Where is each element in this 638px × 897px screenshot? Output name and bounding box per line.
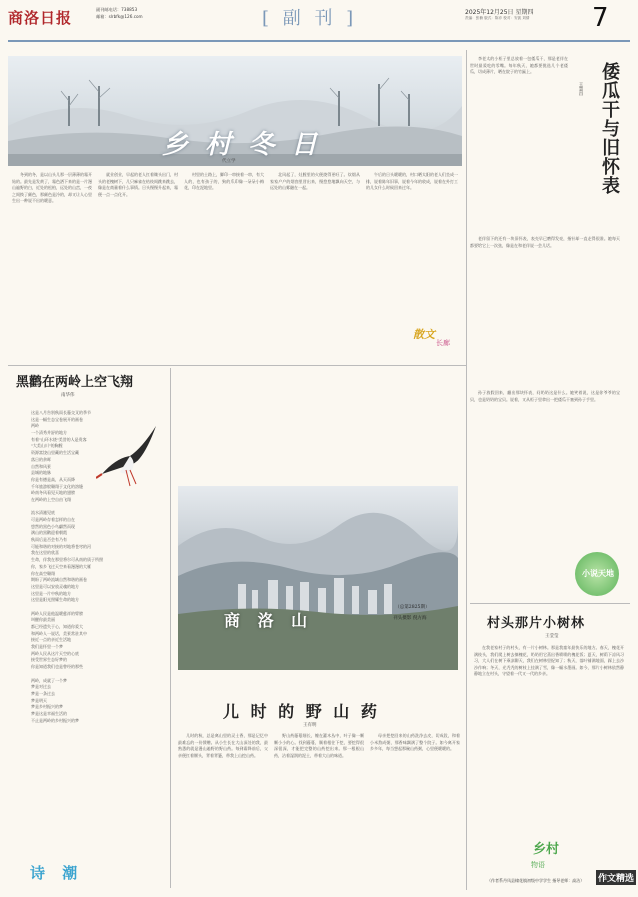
village-story-stamp: 乡村 物语	[531, 842, 560, 869]
poem-line: 在两岭的上空自由飞翔	[31, 496, 71, 502]
feature1-author: 代立学	[222, 159, 236, 164]
poem-line: 梦是对过去	[31, 684, 51, 690]
feature1-hero-image	[8, 56, 462, 166]
poem-line: "大美山川"的胸膛	[31, 443, 63, 449]
fiction-column-stamp: 小说天地	[575, 552, 619, 596]
editors-line: 责编：张楠 版式：陈乔 校对：安凯 刘倩	[465, 16, 530, 20]
poem-line: 这里是阳光照耀生命的地方	[31, 597, 79, 603]
poem-line: 接近一点的亲近生活地	[31, 637, 71, 643]
divider-under-feature1	[8, 365, 466, 366]
feature4-author: 王莹莹	[545, 634, 559, 639]
poem-line: 你在高空翱翔	[31, 570, 55, 576]
feature3-title: 儿 时 的 野 山 药	[223, 702, 380, 721]
poem-line: 县城的地脉	[31, 470, 51, 476]
feature1-col3: 村里的土路上，脚印一串接着一串，有大人的，也有孩子的，狗的爪印像一朵朵小梅花，印在泥地里。	[184, 172, 264, 191]
photo-credit: 刊头摄影 倪方海	[393, 616, 427, 621]
poem-line: 可是两岭存着怎样的自在	[31, 517, 75, 522]
poem-line	[31, 504, 126, 511]
city-mountain-photo-illustration	[178, 486, 458, 670]
poem-line: 可能和谐的对接的对地将苍穹的河	[31, 543, 91, 549]
poem-line: 这里是一片中秋的地方	[31, 590, 71, 596]
poem-line: 千年旅游般翱翔于文化的溶缝	[31, 483, 83, 489]
poem-line: 生命，伴我在那里将尔可从南的质子所照	[31, 557, 103, 563]
column-divider-right	[466, 50, 467, 890]
poem-line: 梦是乡村振兴的梦	[31, 704, 63, 710]
page-number: 7	[592, 3, 609, 33]
feature2-col-a: 李老太的小柜子里总放着一包倭瓜干，那是老伴在世时最爱吃的零嘴。每年秋天，她都要挑选几个老倭瓜，切成薄片，晒在院子的竹匾上。	[470, 56, 568, 75]
poem-line: 资源富饶山里藏的生活宝藏	[31, 450, 79, 456]
section-name: [ 副 刊 ]	[262, 8, 358, 29]
feature1-title: 乡 村 冬 日	[162, 130, 322, 160]
poem-line: 你是知道我们也是曾经的那些	[31, 664, 83, 670]
poem-line: 都已经遗失于心，知道你爱大	[31, 624, 83, 629]
poem-line: 满山的黑鹳迎着朝霞	[31, 530, 67, 536]
newspaper-logo: 商洛日报	[8, 9, 73, 27]
poem-line: 悠然的黑色小鸟翩然而现	[31, 523, 75, 529]
divider-right-feature4	[470, 603, 630, 604]
poem-line: 不止是两岭的乡村振兴的梦	[31, 717, 79, 723]
poem-line: 你，家乡飞过天空来看漫漫的大雁	[31, 563, 91, 569]
poem-line: 梦是这是幸福生活的	[31, 710, 67, 716]
student-author-note: （作者系丹凤县棣花镇初级中学学生 指导老师：高洁）	[487, 878, 585, 883]
column-divider-left	[170, 368, 171, 888]
feature3-col2: 野山药藤蔓细长，缠在灌木丛中，叶子像一颗颗小小的心。找到藤蔓，顺着根往下挖，要挖得很深很深，才能把完整的山药挖出来。那一根根山药，沾着湿润的泥土，带着大山的味道。	[274, 733, 364, 758]
poem-title: 黑鹳在两岭上空飞翔	[16, 375, 134, 390]
contact-info: 副刊邮电话：738853 邮箱：slrbfk@126.com	[96, 7, 143, 19]
poem-line: 我们是怀里一个梦	[31, 644, 63, 650]
feature1-col4: 北风起了，灶膛里的火便烧得更旺了。炊烟从家家户户的烟囱里冒出来，慢悠悠地飘向天空，与远处的山雾融在一起。	[270, 172, 360, 191]
feature2-col-b: 老伴留下的还有一块旧怀表，表壳早已磨得发亮，指针却一直走得很准。她每天都要给它上一次弦，像是在和老伴说一会儿话。	[470, 236, 620, 248]
feature4-title: 村头那片小树林	[487, 616, 586, 631]
feature3-col3: 母亲把挖回来的山药洗净去皮，切成段，和着小米熬成粥，那香味飘满了整个院子。如今离开家乡多年，每当想起那碗山药粥，心里便暖暖的。	[370, 733, 460, 752]
issue-date: 2025年12月25日 星期四	[465, 9, 534, 16]
feature2-title: 倭瓜干与旧怀表	[599, 62, 620, 195]
feature1-col5: 午后的日头暖暖的，村口晒太阳的老人们坐成一排，说着陈年旧事，说着今年的收成，说着在外打工的儿女什么时候回来过年。	[366, 172, 458, 191]
poem-line: 叫醒你最美丽	[31, 617, 55, 623]
poem-line: 接受世界生态好梦的	[31, 657, 67, 663]
poem-line: 梦是一条过去	[31, 690, 55, 696]
feature2-author: 王慧昌	[578, 82, 583, 96]
poem-line: 这是八月告别秋雨长藤交叉的季节	[31, 410, 91, 415]
poem-line: 你是有德是高，从天而降	[31, 476, 75, 482]
poem-line: 两岭，成就了一个梦	[31, 677, 67, 683]
poem-line: 两岭人民是他温暖慈祥的臂膀	[31, 610, 83, 616]
shangluo-mountain-photo	[178, 486, 458, 670]
feature4-body: 在我老家村子的村头，有一片小树林。那是我童年最快乐的地方。春天，槐花开满枝头，我们爬上树去摘槐花，奶奶用它蒸出香喷喷的槐花饭；夏天，树荫下凉风习习，大人们在树下乘凉聊天，我们在树林里捉知了；秋天，落叶铺满地面，踩上去沙沙作响；冬天，光秃秃的树枝上挂满了雪，像一幅水墨画。如今，那片小树林依然静静地立在村头，守望着一代又一代的乡亲。	[474, 645, 624, 677]
poem-line: 两岭	[31, 423, 39, 429]
poem-line: 岭南冬风看见天地的翅膀	[31, 490, 75, 496]
poem-author: 南华伟	[61, 393, 75, 398]
composition-column-stamp: 作文精选	[596, 870, 636, 885]
masthead-rule	[8, 40, 630, 42]
poem-line: 这是一幅生态宝卷展开的画卷	[31, 416, 83, 422]
poem-line	[31, 671, 126, 678]
poem-line	[31, 604, 126, 611]
photo-title: 商 洛 山	[224, 611, 314, 630]
poem-line: 这里是可以安放灵魂的地方	[31, 583, 79, 589]
poem-line: 一个清秀并舒的地方	[31, 430, 67, 436]
feature3-col1: 儿时的秋，总是离山里的灵土香，那是记忆中最难忘的一份馈赠。从小生长在大山深处的我，最熟悉的就是漫山遍野的野山药。每到霜降前后，父亲便扛着镢头，背着背篓，带我上山挖山药。	[178, 733, 268, 758]
poem-line: 两岭人民从这片天空的心底	[31, 650, 79, 656]
prose-column-stamp: 散文 长廊	[413, 328, 450, 347]
poem-line: 落日的余晖	[31, 456, 51, 462]
feature1-col1: 冬到的冬，是以山头儿那一层薄薄的霜开始的。最先是发黄了，霜色洒下来的是一片漫山遍野的白，近处的松柏，远处的山峦，一夜之间换了颜色，那颜色是冷的，却又让人心里生出一种说不出的暖意。	[12, 172, 92, 204]
issue-total-number: （总第2825期）	[395, 605, 430, 610]
poem-body	[31, 410, 126, 724]
poem-line: 自然和风景	[31, 463, 51, 469]
poem-line: 秋雨后是否会有乃有	[31, 537, 67, 543]
poem-line: 有着"山环水绕"美誉的人是贵客	[31, 436, 87, 442]
feature1-col2: 就业创业，早起的老人扛着锄头出门，村头的老槐树下，几只麻雀在枯枝间跳来跳去，像是在商量着什么事情。日头慢慢升起来，霜便一点一点化开。	[98, 172, 178, 197]
poem-line: 期盼了两岭流域自然和谐的画卷	[31, 577, 87, 583]
poem-line: 我在这里的欣喜	[31, 550, 59, 556]
masthead	[0, 0, 638, 42]
poem-line: 流水清澈见底	[31, 510, 55, 516]
poem-line: 梦是明天	[31, 697, 47, 703]
poem-line: 和两岭人一说话，美景常驻其中	[31, 630, 87, 636]
feature3-author: 王有明	[303, 723, 317, 728]
feature2-col-c: 孙子放假回来，翻出那块怀表，问奶奶这是什么。她笑着说，这是你爷爷的宝贝，也是奶奶的宝贝。说着，又从柜子里拿出一把倭瓜干塞到孙子手里。	[470, 390, 620, 402]
poetry-column-stamp: 诗 潮	[30, 864, 84, 882]
